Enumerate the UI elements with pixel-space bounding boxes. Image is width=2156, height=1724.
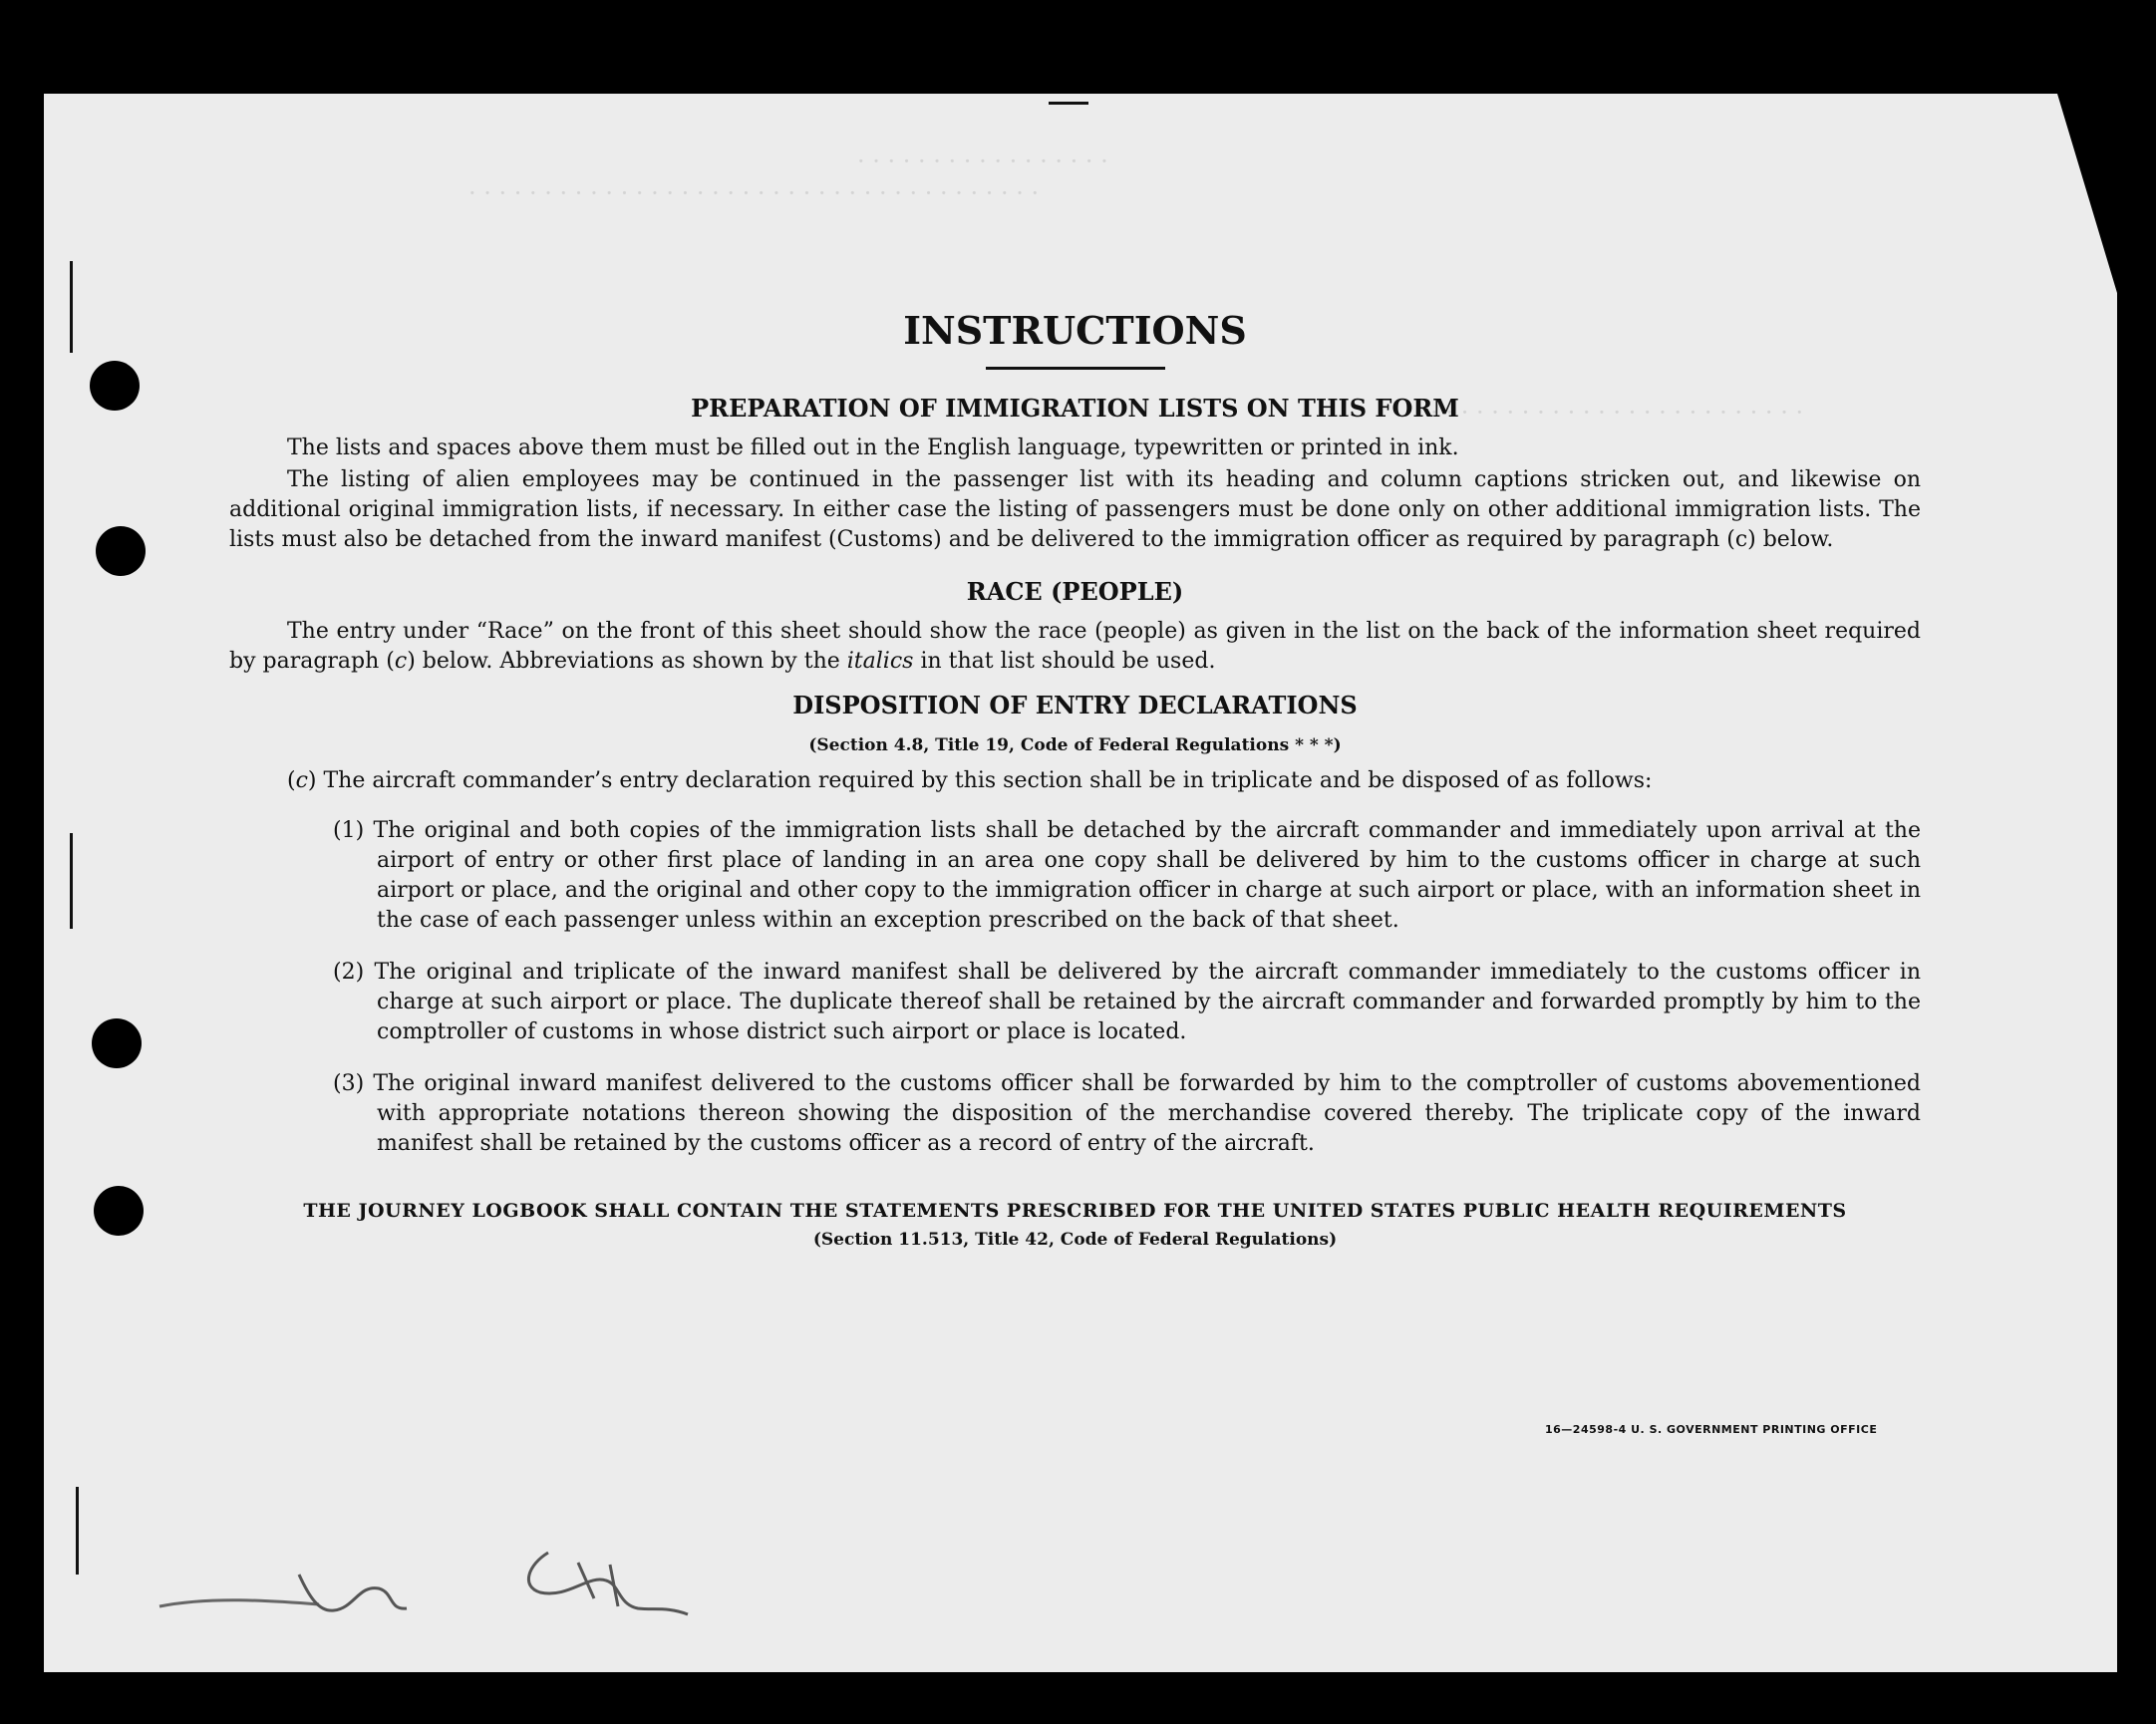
list-item: (2) The original and triplicate of the inward manifest shall be delivered by the aircraft commander immediately to the customs officer in charge at such airport or place. The duplicate thereof shall be retained by the aircraft commander and forwarded promptly by him to the comptroller of customs in whose district such airport or place is located. bbox=[333, 960, 1921, 1044]
punch-hole bbox=[90, 361, 140, 411]
list-item: (1) The original and both copies of the immigration lists shall be detached by the aircraft commander and immediately upon arrival at the airport of entry or other first place of landing in an area one copy shall be delivered by him to the customs officer in charge at such airport or place, and the original and other copy to the immigration officer in charge at such airport or place, with an information sheet in the case of each passenger unless within an exception prescribed on the back of that sheet. bbox=[333, 818, 1921, 933]
section-heading-disposition: DISPOSITION OF ENTRY DECLARATIONS bbox=[792, 691, 1358, 719]
margin-mark bbox=[70, 261, 73, 353]
bleed-through-text: · · · · · · · · · · · · · · · · · · · · · · · · · · bbox=[1415, 399, 1804, 427]
regulation-reference: (Section 4.8, Title 19, Code of Federal Regulations * * *) bbox=[808, 735, 1342, 755]
punch-hole bbox=[96, 526, 146, 576]
punch-hole bbox=[94, 1186, 144, 1236]
paragraph: The lists and spaces above them must be filled out in the English language, typewritten or printed in ink. bbox=[287, 435, 1459, 460]
list-item: (3) The original inward manifest delivered to the customs officer shall be forwarded by him to the comptroller of customs abovementioned with appropriate notations thereon showing the disposition of the merchandise covered thereby. The triplicate copy of the inward manifest shall be retained by the customs officer as a record of entry of the aircraft. bbox=[333, 1071, 1921, 1156]
title-underline bbox=[986, 367, 1165, 370]
paragraph: The entry under “Race” on the front of this sheet should show the race (people) as given in the list on the back of the information sheet required by paragraph (c) below. Abbreviations as shown by the italics in that list should be used. bbox=[229, 619, 1921, 674]
printing-office-imprint: 16—24598-4 U. S. GOVERNMENT PRINTING OFFICE bbox=[1545, 1423, 1878, 1436]
page-title: INSTRUCTIONS bbox=[903, 308, 1247, 353]
health-requirements-statement: THE JOURNEY LOGBOOK SHALL CONTAIN THE STATEMENTS PRESCRIBED FOR THE UNITED STATES PUBLIC HEALTH REQUIREMENTS bbox=[303, 1200, 1847, 1222]
paragraph: The listing of alien employees may be continued in the passenger list with its heading and column captions stricken out, and likewise on additional original immigration lists, if necessary. In either case the listing of passengers must be done only on other additional immigration lists. The lists must also be detached from the inward manifest (Customs) and be delivered to the immigration officer as required by paragraph (c) below. bbox=[229, 467, 1921, 552]
margin-mark bbox=[76, 1487, 79, 1575]
health-regulation-reference: (Section 11.513, Title 42, Code of Federal Regulations) bbox=[812, 1230, 1338, 1250]
margin-mark bbox=[1049, 102, 1088, 105]
bleed-through-text: · · · · · · · · · · · · · · · · · · · · · · · · · · · · · · · · · · · · · · bbox=[468, 179, 1040, 207]
margin-mark bbox=[70, 833, 73, 929]
punch-hole bbox=[92, 1018, 142, 1068]
clause-c: (c) The aircraft commander’s entry declaration required by this section shall be in triplicate and be disposed of as follows: bbox=[287, 768, 1653, 793]
handwritten-signature bbox=[150, 1535, 708, 1644]
instructions-body bbox=[229, 309, 1921, 1255]
section-heading-preparation: PREPARATION OF IMMIGRATION LISTS ON THIS FORM bbox=[691, 394, 1459, 423]
bleed-through-text: · · · · · · · · · · · · · · · · · bbox=[857, 147, 1108, 175]
section-heading-race: RACE (PEOPLE) bbox=[966, 577, 1184, 606]
